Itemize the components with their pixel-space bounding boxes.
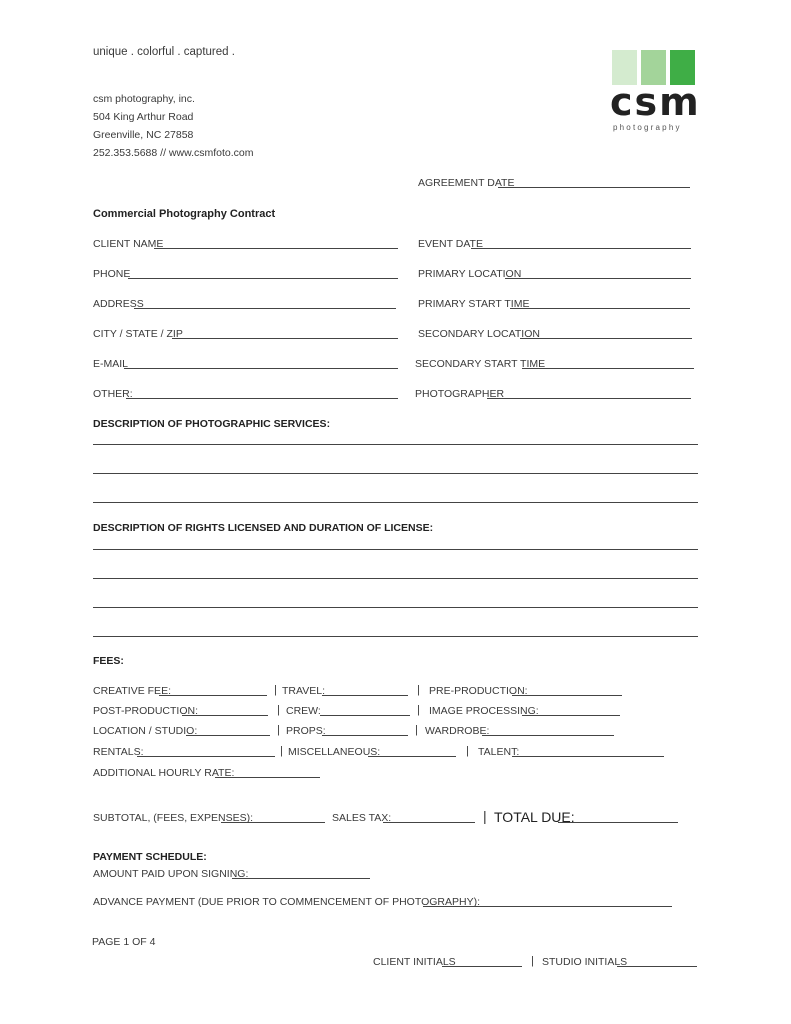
talent-field[interactable]: [512, 756, 664, 757]
other-field[interactable]: [126, 398, 398, 399]
company-contact: 252.353.5688 // www.csmfoto.com: [93, 147, 254, 159]
separator: |: [483, 808, 487, 824]
props-field[interactable]: [322, 735, 408, 736]
other-label: OTHER:: [93, 388, 133, 400]
pre-production-label: PRE-PRODUCTION:: [429, 685, 528, 697]
city-state-zip-label: CITY / STATE / ZIP: [93, 328, 183, 340]
secondary-start-time-label: SECONDARY START TIME: [415, 358, 546, 370]
image-processing-label: IMAGE PROCESSING:: [429, 705, 539, 717]
client-name-label: CLIENT NAME: [93, 238, 164, 250]
primary-location-label: PRIMARY LOCATION: [418, 268, 522, 280]
separator: |: [531, 955, 534, 967]
rights-heading: DESCRIPTION OF RIGHTS LICENSED AND DURATION OF LICENSE:: [93, 522, 434, 534]
additional-hourly-rate-label: ADDITIONAL HOURLY RATE:: [93, 767, 235, 779]
services-line[interactable]: [93, 502, 698, 503]
separator: |: [417, 684, 420, 696]
services-heading: DESCRIPTION OF PHOTOGRAPHIC SERVICES:: [93, 418, 331, 430]
studio-initials-field[interactable]: [617, 966, 697, 967]
crew-label: CREW:: [286, 705, 321, 717]
email-field[interactable]: [124, 368, 398, 369]
rights-line[interactable]: [93, 607, 698, 608]
city-state-zip-field[interactable]: [172, 338, 398, 339]
client-name-field[interactable]: [154, 248, 398, 249]
sales-tax-label: SALES TAX:: [332, 812, 392, 824]
secondary-start-time-field[interactable]: [522, 368, 694, 369]
event-date-label: EVENT DATE: [418, 238, 483, 250]
client-initials-field[interactable]: [442, 966, 522, 967]
subtotal-field[interactable]: [221, 822, 325, 823]
separator: |: [280, 745, 283, 757]
photographer-field[interactable]: [487, 398, 691, 399]
client-initials-label: CLIENT INITIALS: [373, 956, 456, 968]
rights-line[interactable]: [93, 578, 698, 579]
company-name: csm photography, inc.: [93, 93, 195, 105]
address-label: ADDRESS: [93, 298, 144, 310]
travel-field[interactable]: [322, 695, 408, 696]
pre-production-field[interactable]: [512, 695, 622, 696]
logo-wordmark: csm: [610, 80, 701, 124]
phone-field[interactable]: [128, 278, 398, 279]
phone-label: PHONE: [93, 268, 131, 280]
post-production-field[interactable]: [182, 715, 268, 716]
company-street: 504 King Arthur Road: [93, 111, 194, 123]
payment-schedule-heading: PAYMENT SCHEDULE:: [93, 851, 207, 863]
talent-label: TALENT:: [478, 746, 520, 758]
separator: |: [274, 684, 277, 696]
separator: |: [415, 724, 418, 736]
wardrobe-field[interactable]: [482, 735, 614, 736]
separator: |: [277, 704, 280, 716]
separator: |: [466, 745, 469, 757]
travel-label: TRAVEL:: [282, 685, 325, 697]
total-due-label: TOTAL DUE:: [494, 809, 575, 825]
logo-subtitle: photography: [613, 123, 682, 132]
agreement-date-label: AGREEMENT DATE: [418, 177, 515, 189]
secondary-location-field[interactable]: [520, 338, 692, 339]
secondary-location-label: SECONDARY LOCATION: [418, 328, 540, 340]
rentals-field[interactable]: [137, 756, 275, 757]
fees-heading: FEES:: [93, 655, 124, 667]
tagline: unique . colorful . captured .: [93, 46, 235, 58]
photographer-label: PHOTOGRAPHER: [415, 388, 505, 400]
rights-line[interactable]: [93, 636, 698, 637]
creative-fee-field[interactable]: [159, 695, 267, 696]
separator: |: [277, 724, 280, 736]
email-label: E-MAIL: [93, 358, 129, 370]
advance-payment-field[interactable]: [423, 906, 672, 907]
agreement-date-field[interactable]: [498, 187, 690, 188]
event-date-field[interactable]: [471, 248, 691, 249]
sales-tax-field[interactable]: [383, 822, 475, 823]
location-studio-field[interactable]: [186, 735, 270, 736]
location-studio-label: LOCATION / STUDIO:: [93, 725, 198, 737]
miscellaneous-label: MISCELLANEOUS:: [288, 746, 381, 758]
subtotal-label: SUBTOTAL, (FEES, EXPENSES):: [93, 812, 254, 824]
rights-line[interactable]: [93, 549, 698, 550]
page-number: PAGE 1 OF 4: [92, 936, 156, 948]
address-field[interactable]: [134, 308, 396, 309]
primary-start-time-field[interactable]: [510, 308, 690, 309]
miscellaneous-field[interactable]: [368, 756, 456, 757]
separator: |: [417, 704, 420, 716]
primary-start-time-label: PRIMARY START TIME: [418, 298, 530, 310]
amount-upon-signing-label: AMOUNT PAID UPON SIGNING:: [93, 868, 249, 880]
services-line[interactable]: [93, 473, 698, 474]
primary-location-field[interactable]: [505, 278, 691, 279]
studio-initials-label: STUDIO INITIALS: [542, 956, 628, 968]
crew-field[interactable]: [320, 715, 410, 716]
wardrobe-label: WARDROBE:: [425, 725, 490, 737]
post-production-label: POST-PRODUCTION:: [93, 705, 199, 717]
additional-hourly-rate-field[interactable]: [215, 777, 320, 778]
company-city: Greenville, NC 27858: [93, 129, 194, 141]
rentals-label: RENTALS:: [93, 746, 144, 758]
props-label: PROPS:: [286, 725, 326, 737]
creative-fee-label: CREATIVE FEE:: [93, 685, 171, 697]
services-line[interactable]: [93, 444, 698, 445]
advance-payment-label: ADVANCE PAYMENT (DUE PRIOR TO COMMENCEMENT OF PHOTOGRAPHY):: [93, 896, 480, 908]
total-due-field[interactable]: [558, 822, 678, 823]
contract-title: Commercial Photography Contract: [93, 208, 276, 220]
amount-upon-signing-field[interactable]: [232, 878, 370, 879]
image-processing-field[interactable]: [522, 715, 620, 716]
